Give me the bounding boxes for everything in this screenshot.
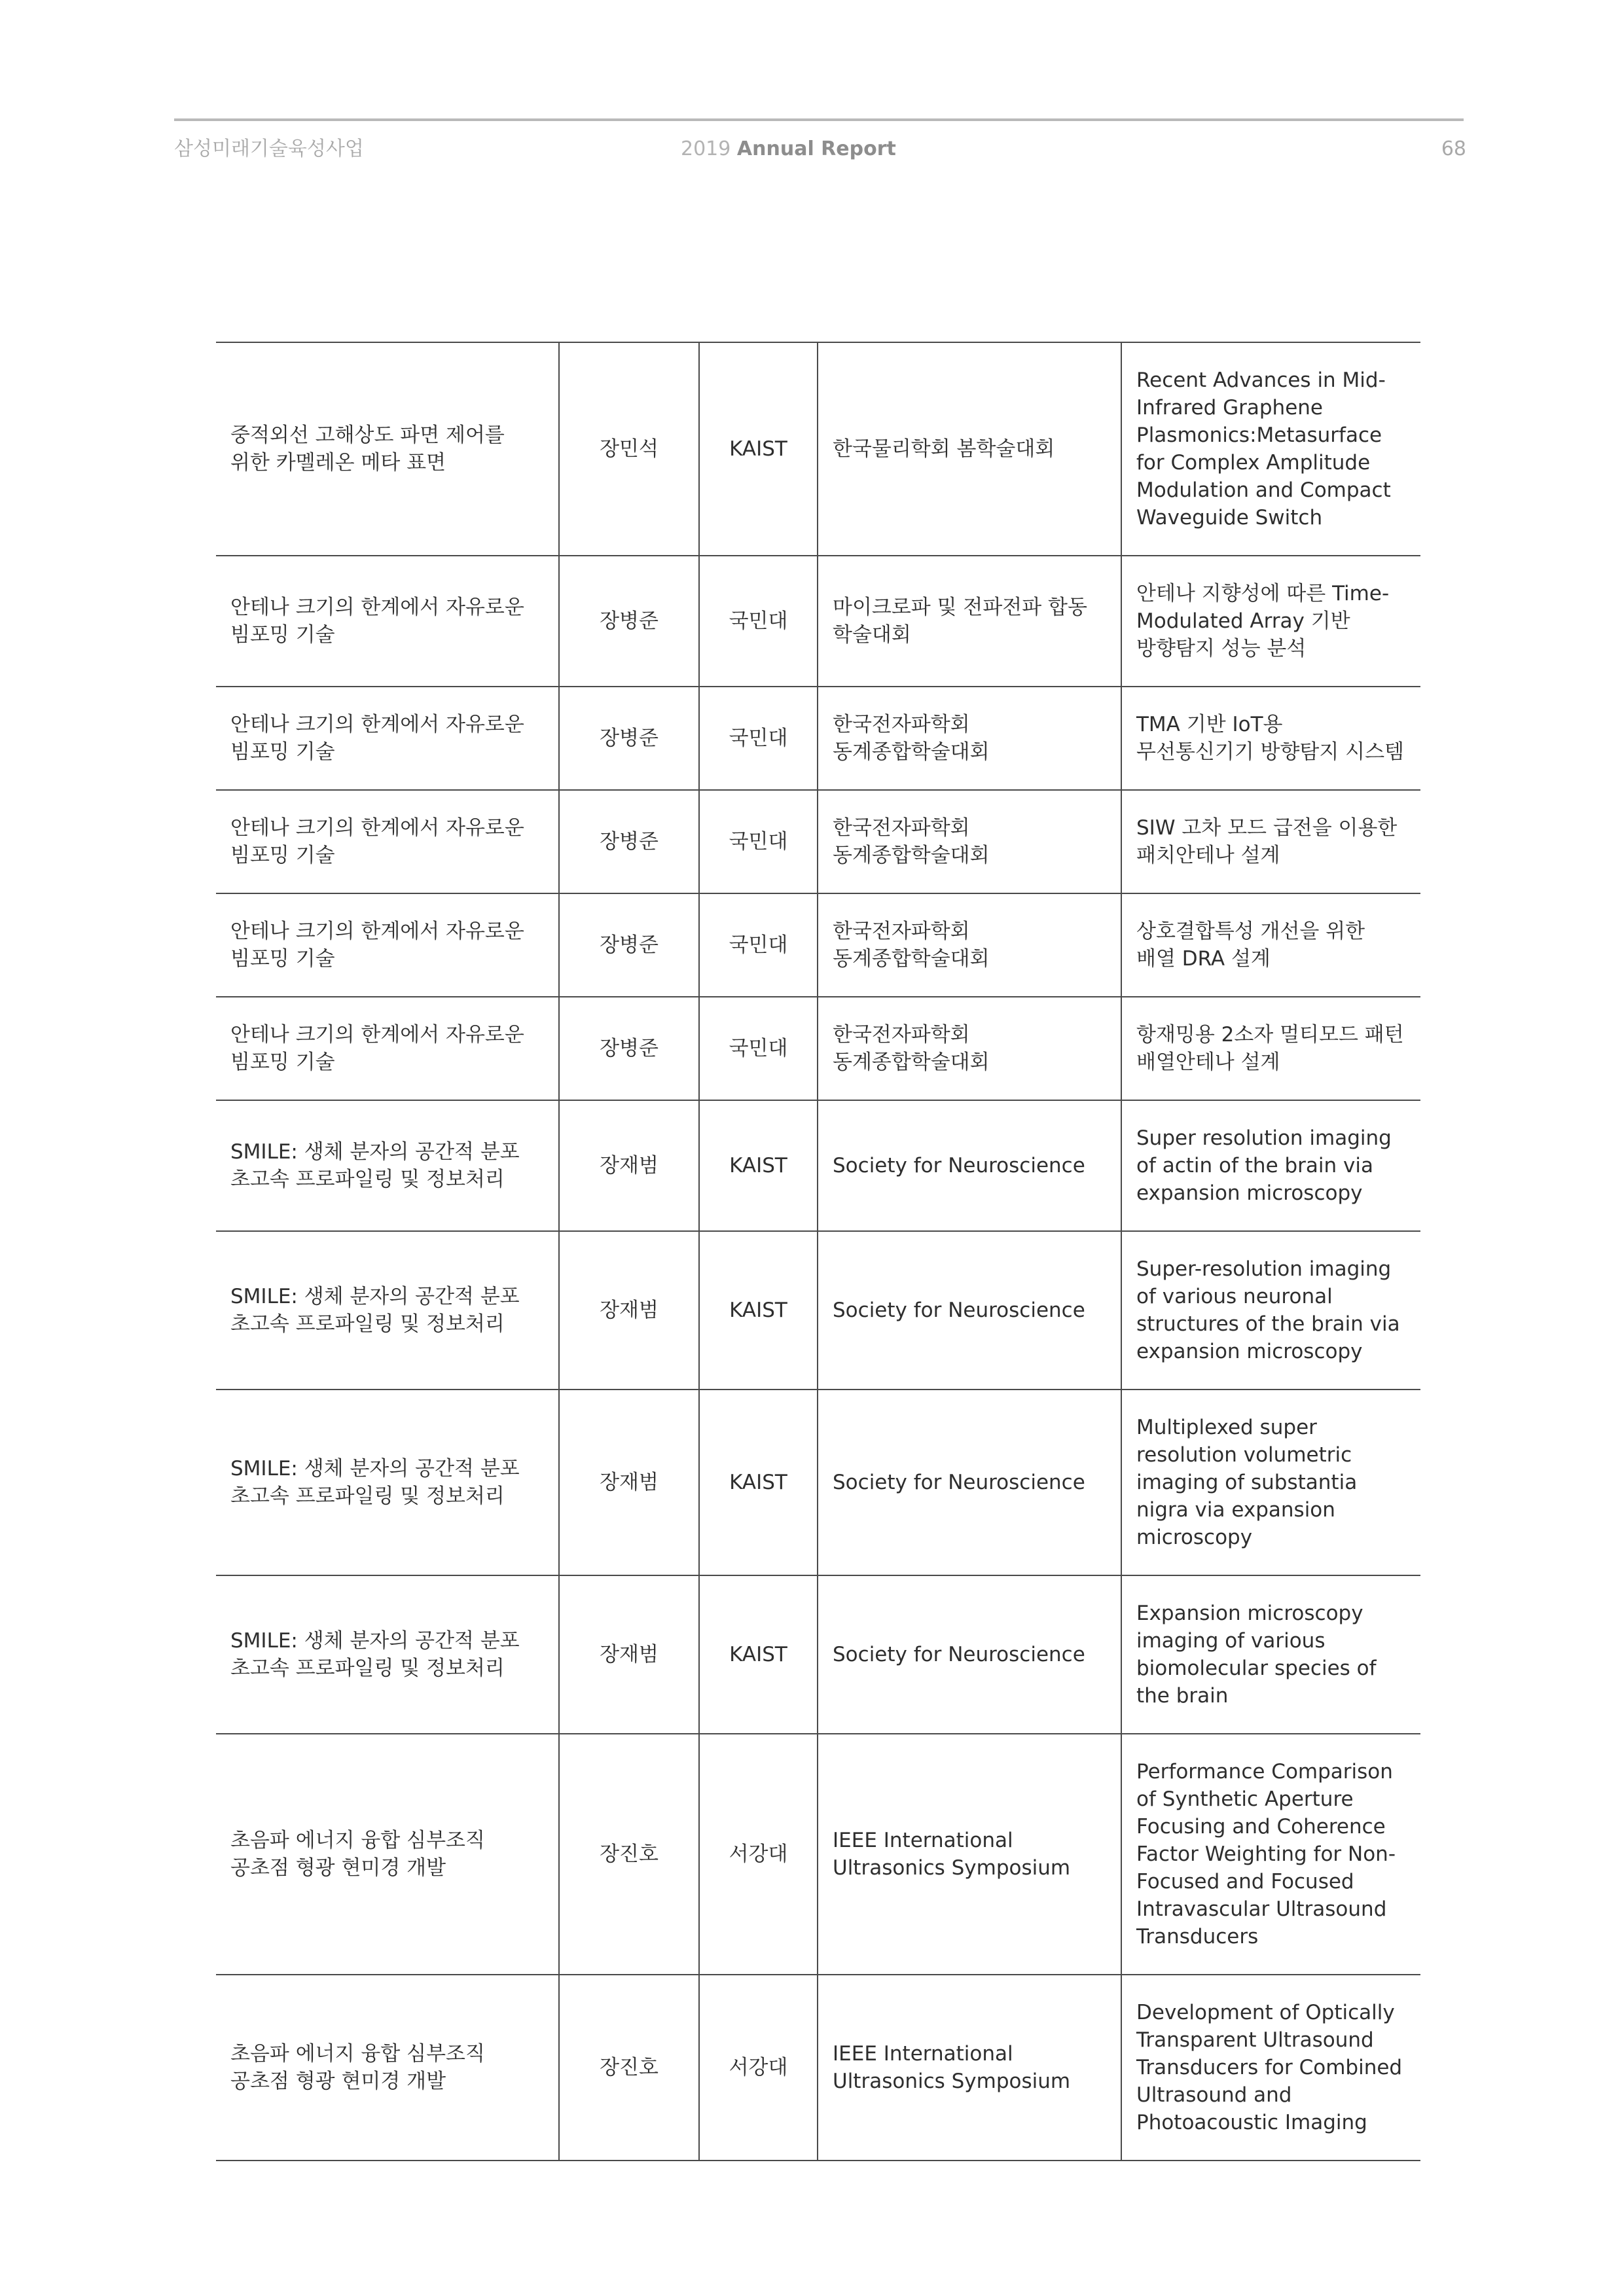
institution-cell: 국민대: [699, 893, 818, 997]
institution-cell: 국민대: [699, 997, 818, 1100]
report-name: Annual Report: [736, 137, 896, 160]
table-row: [216, 1975, 1420, 2161]
report-year: 2019: [681, 137, 731, 160]
researcher-cell: 장병준: [559, 556, 699, 687]
table-row: [216, 342, 1420, 556]
researcher-cell: 장재범: [559, 1231, 699, 1390]
researcher-cell: 장재범: [559, 1100, 699, 1231]
researcher-cell: 장병준: [559, 790, 699, 893]
institution-cell: 국민대: [699, 556, 818, 687]
table-row: [216, 1100, 1420, 1231]
program-name: 삼성미래기술육성사업: [174, 137, 364, 160]
conference-cell: Society for Neuroscience: [818, 1231, 1121, 1390]
project-cell: 안테나 크기의 한계에서 자유로운 빔포밍 기술: [216, 997, 559, 1100]
project-cell: SMILE: 생체 분자의 공간적 분포 초고속 프로파일링 및 정보처리: [216, 1100, 559, 1231]
project-cell: SMILE: 생체 분자의 공간적 분포 초고속 프로파일링 및 정보처리: [216, 1575, 559, 1734]
researcher-cell: 장재범: [559, 1575, 699, 1734]
page-number: 68: [1441, 137, 1466, 160]
paper-title-cell: Recent Advances in Mid-Infrared Graphene Plasmonics:Metasurface for Complex Amplitude Modulation and Compact Waveguide Switch: [1121, 342, 1420, 556]
conference-cell: IEEE International Ultrasonics Symposium: [818, 1975, 1121, 2161]
report-title: [681, 136, 896, 162]
conference-cell: Society for Neuroscience: [818, 1390, 1121, 1575]
conference-cell: 한국전자파학회 동계종합학술대회: [818, 893, 1121, 997]
researcher-cell: 장병준: [559, 893, 699, 997]
paper-title-cell: TMA 기반 IoT용 무선통신기기 방향탐지 시스템: [1121, 687, 1420, 790]
project-cell: 안테나 크기의 한계에서 자유로운 빔포밍 기술: [216, 687, 559, 790]
project-cell: 안테나 크기의 한계에서 자유로운 빔포밍 기술: [216, 790, 559, 893]
conference-cell: 한국전자파학회 동계종합학술대회: [818, 687, 1121, 790]
paper-title-cell: 안테나 지향성에 따른 Time-Modulated Array 기반 방향탐지 성능 분석: [1121, 556, 1420, 687]
table-row: [216, 1231, 1420, 1390]
researcher-cell: 장진호: [559, 1975, 699, 2161]
publication-table: [216, 342, 1420, 2161]
table-row: [216, 790, 1420, 893]
table-row: [216, 893, 1420, 997]
institution-cell: 서강대: [699, 1734, 818, 1975]
header-rule: [174, 118, 1464, 121]
paper-title-cell: Multiplexed super resolution volumetric imaging of substantia nigra via expansion microscopy: [1121, 1390, 1420, 1575]
conference-cell: Society for Neuroscience: [818, 1100, 1121, 1231]
table-row: [216, 556, 1420, 687]
paper-title-cell: Expansion microscopy imaging of various biomolecular species of the brain: [1121, 1575, 1420, 1734]
project-cell: SMILE: 생체 분자의 공간적 분포 초고속 프로파일링 및 정보처리: [216, 1231, 559, 1390]
project-cell: 초음파 에너지 융합 심부조직 공초점 형광 현미경 개발: [216, 1734, 559, 1975]
project-cell: SMILE: 생체 분자의 공간적 분포 초고속 프로파일링 및 정보처리: [216, 1390, 559, 1575]
conference-cell: 한국전자파학회 동계종합학술대회: [818, 790, 1121, 893]
paper-title-cell: 항재밍용 2소자 멀티모드 패턴 배열안테나 설계: [1121, 997, 1420, 1100]
conference-cell: IEEE International Ultrasonics Symposium: [818, 1734, 1121, 1975]
table-row: [216, 1734, 1420, 1975]
conference-cell: 마이크로파 및 전파전파 합동 학술대회: [818, 556, 1121, 687]
researcher-cell: 장병준: [559, 997, 699, 1100]
institution-cell: KAIST: [699, 1231, 818, 1390]
researcher-cell: 장민석: [559, 342, 699, 556]
institution-cell: KAIST: [699, 1575, 818, 1734]
conference-cell: 한국물리학회 봄학술대회: [818, 342, 1121, 556]
institution-cell: 국민대: [699, 790, 818, 893]
paper-title-cell: 상호결합특성 개선을 위한 배열 DRA 설계: [1121, 893, 1420, 997]
conference-cell: Society for Neuroscience: [818, 1575, 1121, 1734]
table-row: [216, 687, 1420, 790]
project-cell: 중적외선 고해상도 파면 제어를 위한 카멜레온 메타 표면: [216, 342, 559, 556]
paper-title-cell: Super-resolution imaging of various neuronal structures of the brain via expansion microscopy: [1121, 1231, 1420, 1390]
paper-title-cell: Performance Comparison of Synthetic Aperture Focusing and Coherence Factor Weighting for Non-Focused and Focused Intravascular Ultrasound Transducers: [1121, 1734, 1420, 1975]
project-cell: 안테나 크기의 한계에서 자유로운 빔포밍 기술: [216, 893, 559, 997]
institution-cell: KAIST: [699, 342, 818, 556]
institution-cell: KAIST: [699, 1390, 818, 1575]
institution-cell: KAIST: [699, 1100, 818, 1231]
paper-title-cell: Super resolution imaging of actin of the brain via expansion microscopy: [1121, 1100, 1420, 1231]
paper-title-cell: SIW 고차 모드 급전을 이용한 패치안테나 설계: [1121, 790, 1420, 893]
paper-title-cell: Development of Optically Transparent Ultrasound Transducers for Combined Ultrasound and Photoacoustic Imaging: [1121, 1975, 1420, 2161]
project-cell: 안테나 크기의 한계에서 자유로운 빔포밍 기술: [216, 556, 559, 687]
researcher-cell: 장병준: [559, 687, 699, 790]
researcher-cell: 장진호: [559, 1734, 699, 1975]
researcher-cell: 장재범: [559, 1390, 699, 1575]
table-row: [216, 1390, 1420, 1575]
table-row: [216, 997, 1420, 1100]
institution-cell: 서강대: [699, 1975, 818, 2161]
table-row: [216, 1575, 1420, 1734]
project-cell: 초음파 에너지 융합 심부조직 공초점 형광 현미경 개발: [216, 1975, 559, 2161]
conference-cell: 한국전자파학회 동계종합학술대회: [818, 997, 1121, 1100]
institution-cell: 국민대: [699, 687, 818, 790]
